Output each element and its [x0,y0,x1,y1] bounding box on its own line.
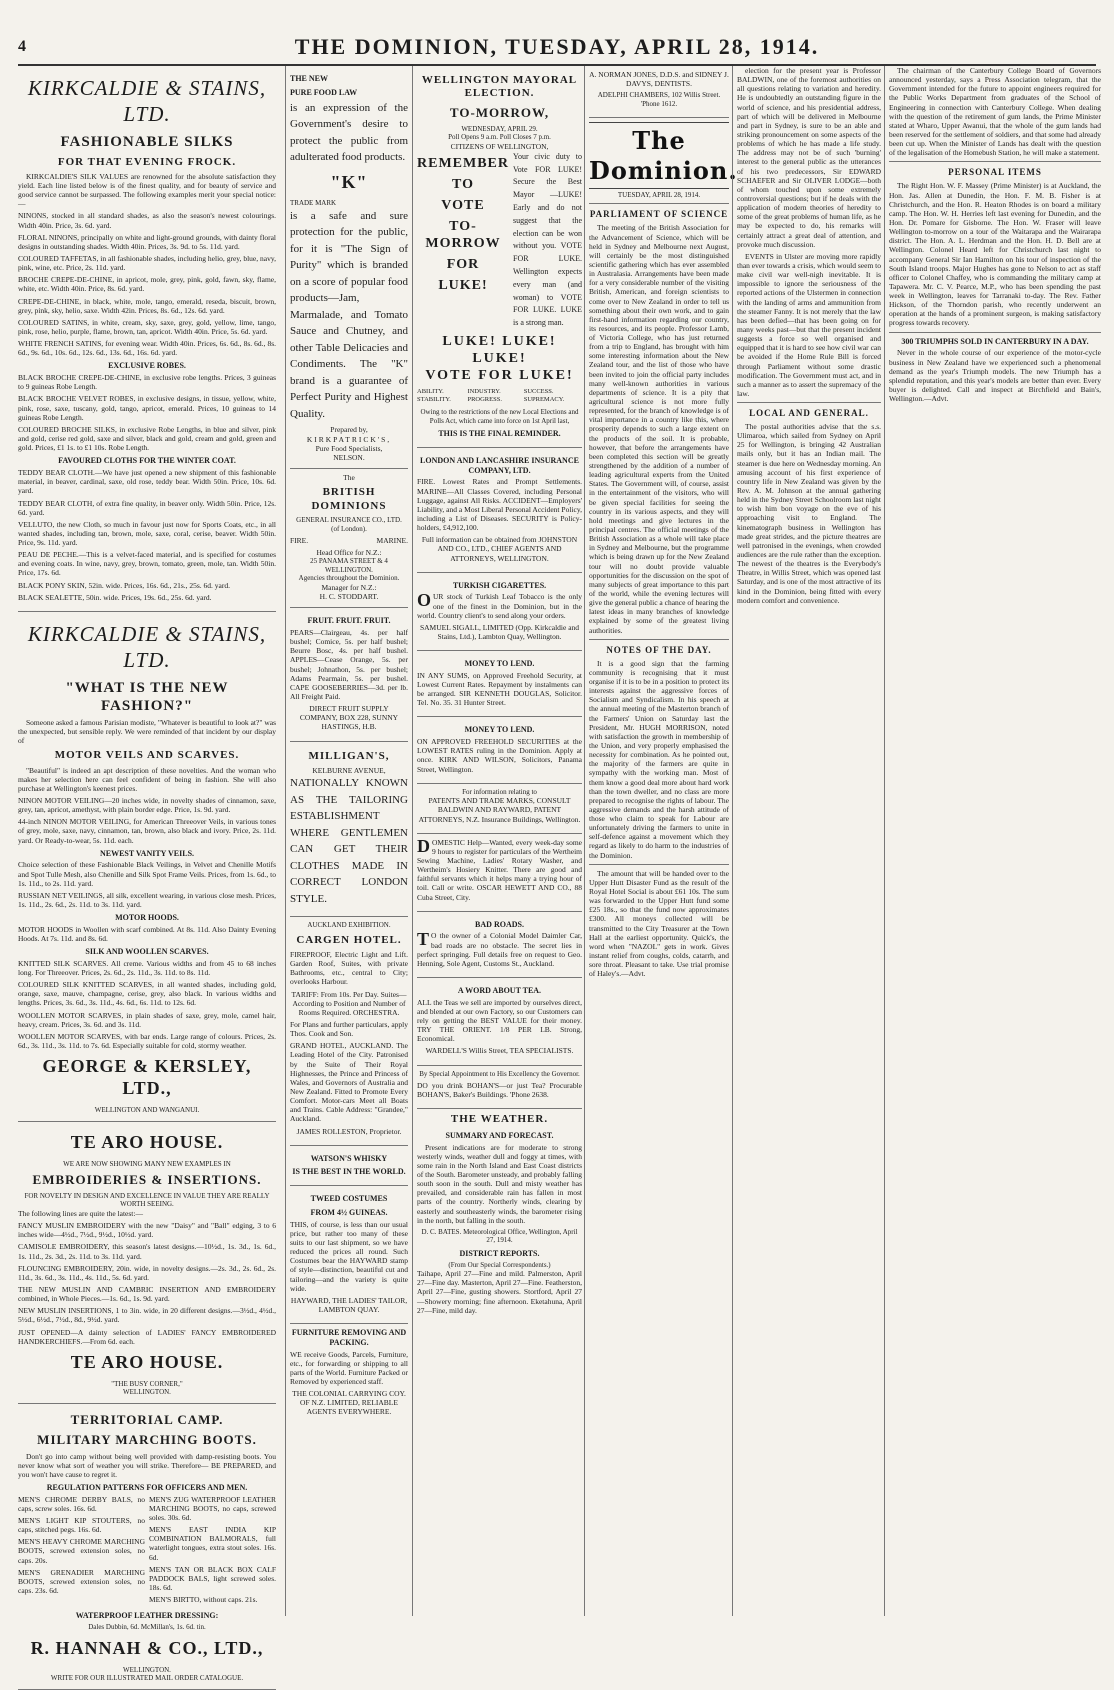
virtue: SUCCESS. SUPREMACY. [523,388,565,404]
personal-items-text: The Right Hon. W. F. Massey (Prime Minister) is at Auckland, the Hon. Jas. Allen at Dunedin, the Hon. F. M. B. Fisher is at Christchurch, and the Hon. R. Heaton Rhodes is on board a military camp. The Hon. W. H. Herries left last evening for Dunedin, and the Hon. Dr. Pomare for Gisborne. The Hon. W. Fraser will leave Wellington to-morrow on a tour of the Waitarapa and the Wairarapa district. The Hon. A. L. Herdman and the Hon. H. D. Bell are at Wellington. Colonel Heard left for Christchurch last night to accompany General Sir Ian Hamilton on his tour of inspection of the South Island troops. Major Hughes has gone to Nelson to act as staff officer to Colonel Chaffey, who is commanding the military camp at Tapawera. Mr. C. V. Pearce, M.P., who has been spending the past week in Wellington, leaves for Tarranaki to-day. The Rev. Father Hickson, of the Thorndon parish, who recently underwent an operation at the hands of a prominent surgeon, is making satisfactory progress towards recovery. [889,181,1101,328]
fruit-firm: DIRECT FRUIT SUPPLY COMPANY, BOX 228, SUNNY HASTINGS, H.B. [299,704,399,732]
weather-text: Present indications are for moderate to strong westerly winds, weather dull and foggy at times, with some rain in the North Island and East Coast districts of the South. Barometer unsteady, and probably falling south soon in the south. Dull and misty weather has prevailed, and considerable rain has fallen in most parts of the country. Northerly winds, clearing by easterly and southeasterly winds, the barometer rising in the north, but falling in the south. [417,1142,582,1225]
te-aro-location: WELLINGTON. [123,1388,171,1397]
local-general-heading: LOCAL AND GENERAL. [749,408,869,419]
silk-item: WHITE FRENCH SATINS, for evening wear. Width 40in. Prices, 6s. 6d., 8s. 6d., 8s. 6d., 9s. 6d., 10s. 6d., 12s. 6d., 13s. 6d., 16s. 6d. yard. [18,339,276,358]
local-general-text: The postal authorities advise that the s.s. Ulimaroa, which sailed from Sydney on April 25 for Wellington, is bringing 42 Australian mails only, but it has an Indian mail. The steamer is due here on Wednesday morning. An amusing account of his first experience of country life in New Zealand was given by the Rev. A. M. Johnson at the annual gathering held in the Sydney Street Schoolroom last night to wish him bon voyage on the eve of his approaching visit to England. The kinematograph business in Wellington has made great strides, and the picture theatres are well patronised in the evenings, when crowded audiences are the rule rather than the exception. The newest of the theatres is the Everybody's Theatre, in Willis Street, which was opened last Saturday, and is one of the most attractive of its kind in the Dominion, being fitted with every modern comfort and convenience. [737,422,881,605]
domestic-text: DOMESTIC Help—Wanted, every week-day some 9 hours to register for particulars of the Wertheim Sewing Machine, Ladies' Rotary Washer, and Wertheim's Hosiery Knitter. There are good and faithful servants which it helps many a trying hour of toil. Call or write. OSCAR HEWETT AND CO., 88 Cuba Street, City. [417,835,582,902]
bd-agencies: Agencies throughout the Dominion. [298,574,400,583]
milligan-heading: MILLIGAN'S, [308,749,390,762]
ll-text: FIRE. Lowest Rates and Prompt Settlements. MARINE—All Classes Covered, including Personal Luggage, against All Risks. ACCIDENT—Employers' Liability, and a Most Liberal Personal Accident Policy, including a List of Diseases. SECURITY is Policy-holders, £4,912,100. [417,477,582,533]
veil-item: NINON MOTOR VEILING—20 inches wide, in novelty shades of cinnamon, saxe, grey, tan, apricot, amethyst, with plain border edge. Price, 1s. 9d. yard. [18,795,276,815]
boot-item: MEN'S TAN OR BLACK BOX CALF PADDOCK BALS, light screwed soles. 18s. 6d. [149,1564,276,1593]
virtue: ABILITY. STABILITY. [417,388,451,404]
masthead [18,34,1096,66]
ll-heading: LONDON AND LANCASHIRE INSURANCE COMPANY, LTD. [420,455,579,475]
kirkpatrick-desc: Pure Food Specialists, [315,443,383,453]
watson-sub: IS THE BEST IN THE WORLD. [292,1167,406,1177]
fashionable-silks-heading: FASHIONABLE SILKS [60,134,234,151]
silk-item: COLOURED SATINS, in white, cream, sky, saxe, grey, gold, yellow, lime, tango, pink, rose, helio, purple, flame, brown, tan, apricot. Width 40in. Price, 5s. 6d. yard. [18,317,276,337]
triumphs-text: Never in the whole course of our experience of the motor-cycle business in New Zealand have we experienced such a phenomenal demand as the year's Triumph models. The new Triumph has a splendid reputation, and this year's models are better than ever. Every buyer is delighted. Call and inspect at Birchfield and Bain's, Wellington.—Advt. [889,348,1101,404]
editorial-text: The meeting of the British Association for the Advancement of Science, which will be held in Sydney and Melbourne next August, will certainly be the most distinguished scientific gathering which has ever assembled in Australasia. Arrangements have been made for a very considerable number of the visiting British, American, and foreign scientists to come over to New Zealand in order to tell us something about their own work, and to gain first-hand information regarding our country, its resources, and its people. Professor Lamb, of Victoria College, who has just returned from a trip to England, has brought with him some interesting information about the New Zealand tour, and the list of those who have been invited to join the official party includes many well-known authorities in various departments of science. It is a pity that agricultural science is not more fully represented, for the branch of knowledge is of vital importance in a country like this, where prosperity depends to such a large extent on the products of the soil. It is probable, however, that before the arrangements have been completed this section will be greatly strengthened by the addition of a number of leading agricultural experts from the United States. The Government will, of course, assist in the entertainment of the visitors, who will be given special facilities for seeing the country in its various aspects, and they will hold meetings and give lectures in the principal centres. The official meetings of the British Association as a whole will take place in Sydney and Melbourne, but the programme which is being drawn up for the New Zealand tour will no doubt provide valuable opportunities for the discussion on the spot of many subjects of great importance to this part of the world, while the evening lectures will give the general public a chance of hearing the latest ideas in many branches of knowledge explained by some of the greatest living authorities. [589,223,729,635]
veil-item: 44-inch NINON MOTOR VEILING, for American Threeover Veils, in various tones of grey, mole, saxe, navy, cinnamon, tan, brown, also black and ivory. Price, 2s. 11d. yard. Or Ready-to-wear, 5s. 11d. each. [18,817,276,845]
dentists-address: ADELPHI CHAMBERS, 102 Willis Street. 'Phone 1612. [597,91,721,108]
bd-heading: BRITISH DOMINIONS [311,486,387,512]
boot-item: MEN'S BIRTTO, without caps. 21s. [149,1595,258,1605]
tea-ad [417,978,582,1066]
dominion-date: TUESDAY, APRIL 28, 1914. [617,190,701,199]
mayoral-tomorrow: TO-MORROW, [449,104,550,120]
camp-text: Don't go into camp without being well provided with damp-resisting boots. You never know what sort of weather you will strike. Therefore— BE PREPARED, and you won't have cause to regret it. [18,1451,276,1479]
bd-manager-label: Manager for N.Z.: [321,582,377,592]
embroidery-item: JUST OPENED—A dainty selection of LADIES' FANCY EMBROIDERED HANDKERCHIEFS.—From 6d. each. [18,1327,276,1346]
boot-item: MEN'S LIGHT KIP STOUTERS, no caps, stitched pegs. 16s. 6d. [18,1516,145,1535]
bd-marine: MARINE. [376,536,408,546]
hannah-location: WELLINGTON. [123,1665,171,1674]
remember-word: REMEMBER [417,155,509,171]
hannah-name: R. HANNAH & CO., LTD., [30,1637,264,1658]
luke-slogan: LUKE! LUKE! LUKE! [442,334,557,367]
embroidery-item: NEW MUSLIN INSERTIONS, 1 to 3in. wide, in 20 different designs.—3½d., 4½d., 5½d., 6½d., 7½d., 8d., 9½d. yard. [18,1306,276,1325]
cargen-text: FIREPROOF, Electric Light and Lift. Garden Roof, Suites, with private Bathrooms, etc., central to City; overlooks Harbour. [290,950,408,987]
kirkcaldie-silks-ad [18,66,276,612]
vanity-veils-heading: NEWEST VANITY VEILS. [99,848,195,858]
triumphs-heading: 300 TRIUMPHS SOLD IN CANTERBURY IN A DAY. [901,336,1089,346]
column-6 [884,66,1101,1616]
mayoral-date: WEDNESDAY, APRIL 29. [461,124,538,133]
lend-text: IN ANY SUMS, on Approved Freehold Security, at Lowest Current Rates. Repayment by instalments can be arranged. SIR KENNETH DOUGLAS, Solicitor. Tel. No. 35. 31 Hunter Street. [417,670,582,708]
tea-heading: A WORD ABOUT TEA. [457,986,542,996]
cloth-item: PEAU DE PECHE.—This is a velvet-faced material, and is specified for costumes and evening coats. In wine, navy, grey, brown, tomato, green, mole, tan. Width 50in. Price, 17s. 6d. [18,550,276,578]
dominion-flag: The Dominion. [589,122,729,189]
bad-roads-ad [417,912,582,978]
lend-heading: MONEY TO LEND. [464,725,535,735]
vanity-veil-item: RUSSIAN NET VEILINGS, all silk, excellent wearing, in various close mesh. Prices, 1s. 11d., 2s. 6d., 2s. 11d. to 3s. 11d. yard. [18,890,277,909]
editorial-heading: PARLIAMENT OF SCIENCE [589,209,729,220]
embroideries-heading: EMBROIDERIES & INSERTIONS. [32,1172,262,1188]
canterbury-text: The chairman of the Canterbury College Board of Governors announced yesterday, says a Press Association telegram, that the Government intended for the future to appoint engineers required for the Public Works Department from graduates of the School of Engineering in connection with Canterbury College. When dealing with the question of the retirement of gum lands, the Prime Minister stated at Wharo, Upper Awanui, that the whole of the gum lands had been reserved for the settlement of soldiers, and that some had already been cut up. When the Minister of Lands has dealt with the question of the legalisation of the Homebush Station, he will make a statement. [889,66,1101,158]
embroidery-item: THE NEW MUSLIN AND CAMBRIC INSERTION AND EMBROIDERY combined, in Whole Pieces.—1s. 6d., 1s. 9d. yard. [18,1285,276,1304]
grand-hotel-proprietor: JAMES ROLLESTON, Proprietor. [296,1126,402,1136]
cloth-item: TEDDY BEAR CLOTH, of extra fine quality, in beaver only. Width 50in. Price, 12s. 6d. yard. [18,498,276,517]
mayoral-heading: WELLINGTON MAYORAL ELECTION. [421,74,578,100]
mayoral-poll: Poll Opens 9 a.m. Poll Closes 7 p.m. [448,133,551,142]
kirkpatrick-name: KIRKPATRICK'S, [306,434,392,444]
k-brand-text: is a safe and sure protection for the public, for it is "The Sign of Purity" which is branded on a score of popular food products—Jam, Marmalade, and Tomato Sauce and Chutney, and other Table Delicacies and Condiments. The "K" brand is a guarantee of Perfect Purity and Highest Quality. [290,209,408,420]
scarves-heading: SILK AND WOOLLEN SCARVES. [85,947,209,957]
vote-for-luke: VOTE FOR LUKE! [425,368,574,384]
tweed-costumes-ad [290,1186,408,1324]
remember-word: TO [452,176,474,192]
te-aro-embroideries-ad [18,1122,276,1404]
district-reports-heading: DISTRICT REPORTS. [459,1248,540,1258]
notes-text: It is a good sign that the farming community is recognising that it must organise if it is to be in a position to protect its interests against the aggressive forces of Socialism and Syndicalism. In his speech at the annual meeting of the Masterton branch of the Farmers' Union on Saturday last the President, Mr. HUGH MORRISON, noted with satisfaction the growth in membership of the Union, and very properly emphasised the necessity for combination. As he pointed out, the majority of the farmers are quite in sympathy with the working man. Most of them know a good deal more about hard work than the town dweller, and no class are more prepared to recognise the rights of labour. The aggressive demands and the harsh attitude of those who claim to speak for Labour are unfortunately driving the farmers to unite in self-defence against a movement which they regard as likely to do harm to the industries of the Dominion. [589,658,729,860]
tweed-firm: HAYWARD, THE LADIES' TAILOR, LAMBTON QUAY. [290,1295,408,1314]
lend-heading: MONEY TO LEND. [464,659,535,669]
grand-hotel-text: GRAND HOTEL, AUCKLAND. The Leading Hotel of the City. Patronised by the Suite of Their Royal Highnesses, the Prince and Princess of Wales, and Governors of Australia and New Zealand. Fitted to Promote Every Comfort. Motor-cars Meet all Boats and Trains. Cable Address: "Grandee," Auckland. [290,1041,408,1124]
pure-food-heading: THE NEW [290,74,329,83]
bohan-ad [417,1066,582,1110]
pure-food-text: is an expression of the Government's desire to protect the public from adulterated food products. [290,101,408,163]
silk-item: CREPE-DE-CHINE, in black, white, mole, tango, emerald, reseda, biscuit, brown, grey, pink, sky, helio, saxe. Width 42in. Prices, 8s. 6d., 12s. 6d. yard. [18,296,276,315]
mayoral-election-ad [417,66,582,448]
luke-virtues [417,388,582,404]
boot-list-right [149,1495,276,1608]
notes-heading: NOTES OF THE DAY. [606,644,712,655]
kirkcaldie-firm-name: KIRKCALDIE & STAINS, LTD. [27,76,267,126]
column-4 [584,66,738,1616]
remember-word: VOTE [441,198,485,214]
scarf-item: WOOLLEN MOTOR SCARVES, in plain shades of saxe, grey, mole, camel hair, heavy, cream. Prices, 3s. 6d. and 3s. 11d. [18,1010,276,1029]
boot-item: MEN'S GRENADIER MARCHING BOOTS, screwed extension soles, no caps. 23s. 6d. [18,1567,145,1596]
cargen-heading: CARGEN HOTEL. [296,933,402,946]
vanity-veil-item: Choice selection of these Fashionable Black Veilings, in Velvet and Chenille Motifs and Spot Tulle Mesh, also Chenille and Silk Spot Frame Veils. Prices, from 1s. 6d., to 1s. 11d., to 2s. 11d. yard. [18,860,276,888]
remember-word: TO-MORROW [425,219,501,252]
cloth-item: BLACK PONY SKIN, 52in. wide. Prices, 16s. 6d., 21s., 25s. 6d. yard. [18,580,231,590]
tea-text: ALL the Teas we sell are imported by ourselves direct, and blended at our own Factory, so our Customers can rely on getting the BEST VALUE for their money. TRY THE ORIENT. 1/8 PER LB. Strong, Economical. [417,997,582,1044]
furniture-heading: FURNITURE REMOVING AND PACKING. [291,1328,407,1347]
british-dominions-ad [290,469,408,608]
new-fashion-heading: "WHAT IS THE NEW FASHION?" [65,680,229,715]
patents-ad [417,784,582,834]
embroidery-item: CAMISOLE EMBROIDERY, this season's latest designs.—10½d., 1s. 3d., 1s. 6d., 1s. 11d., 2s. 3d., 2s. 11d. to 3s. 11d. yard. [18,1242,276,1261]
bd-subheading: GENERAL INSURANCE CO., LTD. [296,516,402,524]
scarf-item: WOOLLEN MOTOR SCARVES, with bar ends. Large range of colours. Prices, 2s. 6d., 3s. 11d., 3s. 11d. to 7s. 6d. Especially suitable for cold, stormy weather. [18,1031,276,1051]
boot-item: MEN'S ZUG WATERPROOF LEATHER MARCHING BOOTS, no caps, screwed soles. 30s. 6d. [149,1494,276,1523]
boot-item: MEN'S HEAVY CHROME MARCHING BOOTS, screwed extension soles, no caps. 20s. [18,1537,145,1565]
hannah-catalogue: WRITE FOR OUR ILLUSTRATED MAIL ORDER CATALOGUE. [50,1674,244,1683]
tweed-sub: FROM 4½ GUINEAS. [310,1207,388,1217]
fashion-intro: Someone asked a famous Parisian modiste, "Whatever is beautiful to look at?" was the unexpected, but sensible reply. We were reminded of that incident by our display of [18,717,276,745]
fruit-heading: FRUIT. FRUIT. FRUIT. [307,616,391,626]
busy-corner: "THE BUSY CORNER," [111,1379,183,1388]
luke-reasons [513,151,582,333]
robe-item: COLOURED BROCHE SILKS, in exclusive Robe Lengths, in blue and silver, pink and gold, cerise red gold, saxe and silver, black and gold, cream and gold, green and gold. Prices, £1 1s. to £1 10s. Robe Length. [18,424,276,453]
district-reports-sub: (From Our Special Correspondents.) [448,1260,551,1269]
silk-item: FLORAL NINONS, principally on white and light-ground grounds, with dainty floral designs in outstanding shades. Width 40in. Prices, 3s. 9d. to 5s. 11d. yard. [18,232,276,251]
embroideries-sub: FOR NOVELTY IN DESIGN AND EXCELLENCE IN VALUE THEY ARE REALLY WORTH SEEING. [24,1191,270,1209]
scarf-item: COLOURED SILK KNITTED SCARVES, in all wanted shades, including gold, orange, saxe, mauve, champagne, cerise, grey, also black. In various widths and lengths. Prices, 3s. 6d., 3s. 11d., 4s. 6d., 6s. 11d. to 12s. 6d. [18,980,276,1008]
weather-subheading: SUMMARY AND FORECAST. [445,1130,554,1140]
embroidery-item: FLOUNCING EMBROIDERY, 20in. wide, in novelty designs.—2s. 3d., 2s. 6d., 2s. 11d., 3s. 6d., 3s. 11d., 4s. 11d., 5s. 6d. yard. [18,1263,276,1282]
milligan-text: NATIONALLY KNOWN AS THE TAILORING ESTABLISHMENT WHERE GENTLEMEN CAN GET THEIR CLOTHES MADE IN CORRECT LONDON STYLE. [290,777,408,905]
cargen-plans: For Plans and further particulars, apply Thos. Cook and Son. [290,1019,408,1039]
ll-info: Full information can be obtained from JOHNSTON AND CO., LTD., CHIEF AGENTS AND ATTORNEYS, WELLINGTON. [421,535,578,563]
waterproof-dressing-text: Dales Dubbin, 6d. McMillan's, 1s. 6d. tin. [88,1623,206,1632]
robe-item: BLACK BROCHE CREPE-DE-CHINE, in exclusive robe lengths. Prices, 3 guineas to 9 guineas Robe Length. [18,373,276,392]
remember-word: LUKE! [438,278,488,294]
money-to-lend-ad [417,651,582,717]
motor-veils-text: "Beautiful" is indeed an apt description of these novelties. And the woman who makes her selection here can feel confident of being in fashion. She will also purchase at Wellington's keenest prices. [18,765,276,793]
evening-frock-subheading: FOR THAT EVENING FROCK. [57,155,237,168]
regulation-patterns-heading: REGULATION PATTERNS FOR OFFICERS AND MEN. [46,1483,248,1492]
marching-boots-heading: MILITARY MARCHING BOOTS. [37,1431,257,1447]
kirkpatrick-ad [290,66,408,469]
exclusive-robes-heading: EXCLUSIVE ROBES. [108,361,186,371]
silks-intro: KIRKCALDIE'S SILK VALUES are renowned for the absolute satisfaction they yield. Each line listed below is of the finest quality, and for beauty of service and good service cannot be surpassed. The following examples merit your special notice:— [18,171,276,209]
robe-item: BLACK BROCHE VELVET ROBES, in exclusive designs, in tissue, yellow, white, pink, rose, saxe, tuscany, gold, tango, apricot, emerald. Prices, 10 guineas to 14 guineas Robe Length. [18,394,276,422]
tweed-heading: TWEED COSTUMES [310,1194,388,1204]
embroidery-item: FANCY MUSLIN EMBROIDERY with the new "Daisy" and "Ball" edging, 3 to 6 inches wide—4½d., 7½d., 9½d., 10½d. yard. [18,1221,276,1240]
ulster-text: EVENTS in Ulster are moving more rapidly than ever towards a crisis, which would seem to make civil war well-nigh inevitable. It is impossible to ignore the seriousness of the reported actions of the Ulstermen in connection with the landing of arms and ammunition from the steamer Fanny. It is not merely that the law has been defied—that has been going on for many weeks past—but that the present incident suggests a force so well organised and equipped that it is hard to see how civil war can be avoided if the Home Rule Bill is forced through Parliament without some drastic modification. The Government must act, and in such a manner as to assert the supremacy of the law. [737,251,881,398]
boot-list-left [18,1495,145,1608]
cloth-item: TEDDY BEAR CLOTH.—We have just opened a new shipment of this fashionable material, in beaver, cardinal, saxe, old rose, teddy bear. Width 50in. Price, 10s. 6d. yard. [18,468,276,496]
bd-london: (of London). [331,524,367,533]
district-reports-text: Taihape, April 27—Fine and mild. Palmerston, April 27—Fine day. Masterton, April 27—Fine. Featherston, April 27—Fine, gusting showers. Stortford, April 27—Showery morning; fine afternoon. Eketahuna, April 27—Fine, mild day. [417,1269,582,1315]
cargen-tariff: TARIFF: From 10s. Per Day. Suites—According to Position and Number of Rooms Required. ORCHESTRA. [291,989,407,1017]
motor-hoods-text: MOTOR HOODS in Woollen with scarf combined. At 8s. 11d. Also Dainty Evening Hoods. At 7s. 11d. and 8s. 6d. [18,924,276,944]
column-3 [412,66,582,1616]
kirkcaldie-firm-name: KIRKCALDIE & STAINS, LTD. [27,621,267,672]
tea-firm: WARDELL'S Willis Street, TEA SPECIALISTS. [425,1046,574,1056]
motor-veils-heading: MOTOR VEILS AND SCARVES. [54,749,240,762]
te-aro-house-name: TE ARO HOUSE. [70,1351,224,1372]
boot-list [18,1495,276,1608]
cloth-item: BLACK SEALETTE, 50in. wide. Prices, 19s. 6d., 25s. 6d. yard. [18,592,212,602]
tweed-text: THIS, of course, is less than our usual price, but rather too many of these suits to our last shipment, so we have reduced the prices all round. Such Costumes bear the HAYWARD stamp of style—distinction, beautiful cut and tailoring—and the variety is quite wide. [290,1219,408,1293]
personal-items-heading: PERSONAL ITEMS [948,167,1042,178]
fruit-text: PEARS—Clairgeau, 4s. per half bushel; Comice, 5s. per half bushel; Beurre Bosc, 4s. per half bushel. APPLES—Cease Orange, 5s. per bushel; Johnathon, 5s. per bushel; Adams Pearmain, 5s. per bushel. CAPE GOOSEBERRIES—3d. per lb. All Freight Paid. [290,627,408,701]
final-reminder: THIS IS THE FINAL REMINDER. [438,429,561,439]
scarf-item: KNITTED SILK SCARVES. All creme. Various widths and from 45 to 68 inches long. For Threeover. Prices, 2s. 6d., 2s. 11d., 3s. 11d. to 8s. 11d. [18,958,276,978]
trade-mark-label: TRADE MARK [290,199,337,208]
motor-hoods-heading: MOTOR HOODS. [115,913,179,923]
turkish-text: OUR stock of Turkish Leaf Tobacco is the only one of the finest in the Dominion, but in the world. Country client's to send along your orders. [417,590,582,620]
column-1 [18,66,277,1683]
furniture-ad [290,1328,408,1416]
upper-hutt-fund-text: The amount that will be handed over to the Upper Hutt Disaster Fund as the result of the Royal Hotel Social is about £61 10s. The sum was forwarded to the Upper Hutt fund some £25 18s., so that the fund now approximates £300. All moneys collected will be transmitted to the City Treasurer at the Town Hall at the earliest opportunity. Quick's, the word when "NAZOL" gets in work. Gives instant relief from coughs, colds, catarrh, and sore throat. Pleasant to take. Use trial promise of Haley's.—Advt. [589,868,729,979]
remember-word: FOR [446,257,480,273]
dentists-names: A. NORMAN JONES, D.D.S. and SIDNEY J. DAVYS, DENTISTS. [589,70,729,89]
london-lancashire-ad [417,448,582,573]
prepared-by: Prepared by, [330,425,368,435]
territorial-camp-heading: TERRITORIAL CAMP. [70,1411,224,1427]
bad-roads-text: TO the owner of a Colonial Model Daimler Car, bad roads are no obstacle. The secret lies in perfect springing. Full details free on request to Geo. Henning, Sole Agent, Customs St., Auckland. [417,929,582,968]
bd-fire: FIRE. [290,536,309,546]
weather-signature: D. C. BATES. Meteorological Office, Wellington, April 27, 1914. [421,1227,578,1245]
bad-roads-heading: BAD ROADS. [475,919,524,929]
luke-reasons-text: Your civic duty to Vote FOR LUKE! Secure the Best Mayor —LUKE! Early and do not suggest that the election can be won without you. VOTE FOR LUKE. Wellington expects every man (and woman) to VOTE FOR LUKE. LUKE is a strong man. [513,151,582,328]
kirkcaldie-fashion-ad [18,612,276,1122]
george-kersley-name: GEORGE & KERSLEY, LTD., [42,1056,252,1099]
bohan-pre: By Special Appointment to His Excellency the Governor. [419,1069,580,1078]
turkish-cigarettes-ad [417,573,582,651]
newspaper-title: THE DOMINION, TUESDAY, APRIL 28, 1914. [294,34,820,59]
furniture-firm: THE COLONIAL CARRYING COY. OF N.Z. LIMITED, RELIABLE AGENTS EVERYWHERE. [292,1389,406,1417]
turkish-firm: SAMUEL SIGALL, LIMITED (Opp. Kirkcaldie and Stains, Ltd.), Lambton Quay, Wellington. [419,622,580,641]
silk-item: BROCHE CREPE-DE-CHINE, in apricot, mole, grey, pink, gold, fawn, sky, flame, white, etc. Width 40in. Price, 8s. 6d. yard. [18,275,276,294]
virtue: INDUSTRY. PROGRESS. [467,388,502,404]
bd-manager-name: H. C. STODDART. [319,592,379,602]
money-to-lend-ad-2 [417,717,582,783]
president-text: election for the present year is Professor BALDWIN, one of the foremost authorities on all questions relating to variation and heredity. He is undoubtedly an outstanding figure in the world of science, and his presidential address, part of which will be delivered in Melbourne and part in Sydney, is sure to be an able and striking pronouncement on some aspects of the problems of which he has made a life study. The address may not be of such 'burning' interest to the general public as the utterances of his two predecessors, Sir EDWARD SCHAEFER and Sir OLIVER LODGE—both of whom touched upon some extremely controversial questions; but if he deals with the application of modern theories of heredity to some of the great problems of human life, as he may be expected to do, his remarks will certainly attract a great deal of attention, and provoke much discussion. [737,66,881,249]
silk-item: NINONS, stocked in all standard shades, as also the season's newest colourings. Width 40in. Price, 3s. 6d. yard. [18,211,276,230]
k-brand: "K" [330,171,368,192]
milligan-address: KELBURNE AVENUE, [312,765,386,775]
page-number: 4 [18,38,26,55]
watson-whisky-ad [290,1146,408,1187]
embroideries-intro: WE ARE NOW SHOWING MANY NEW EXAMPLES IN [63,1159,231,1168]
boot-item: MEN'S CHROME DERBY BALS, no caps, screw soles. 16s. 6d. [18,1494,145,1513]
george-kersley-location: WELLINGTON AND WANGANUI. [94,1106,200,1115]
cargen-pre: AUCKLAND EXHIBITION. [307,921,391,930]
patents-pre: For information relating to [462,787,537,796]
lend-text: ON APPROVED FREEHOLD SECURITIES at the LOWEST RATES ruling in the Dominion. Apply at once. KIRK AND WILSON, Solicitors, Panama Street, Wellington. [417,737,582,774]
milligan-ad [290,742,408,918]
weather-heading: THE WEATHER. [450,1113,549,1126]
mayoral-owing: Owing to the restrictions of the new Local Elections and Polls Act, which came into force on 1st April last, [420,408,579,425]
waterproof-dressing: WATERPROOF LEATHER DRESSING: [75,1611,219,1621]
weather-section [417,1113,582,1314]
dentists-ad [589,66,729,118]
winter-coat-heading: FAVOURED CLOTHS FOR THE WINTER COAT. [58,456,236,466]
bd-address: 25 PANAMA STREET & 4 WELLINGTON. [310,557,388,574]
te-aro-house-name: TE ARO HOUSE. [70,1131,224,1152]
bd-the: The [343,473,355,483]
remember-block [417,151,509,333]
fruit-ad [290,608,408,741]
cargen-hotel-ad [290,917,408,1146]
watson-heading: WATSON'S WHISKY [310,1153,388,1163]
bd-office: Head Office for N.Z.: [316,548,382,558]
column-5 [732,66,881,1616]
column-2 [285,66,408,1616]
silk-item: COLOURED TAFFETAS, in all fashionable shades, including helio, grey, blue, navy, pink, wine, etc. Price, 2s. 11d. yard. [18,254,276,273]
domestic-help-ad [417,834,582,912]
territorial-camp-ad [18,1404,276,1690]
turkish-heading: TURKISH CIGARETTES. [452,580,547,590]
embroideries-lead: The following lines are quite the latest:— [18,1209,143,1219]
furniture-text: WE receive Goods, Parcels, Furniture, etc., for forwarding or shipping to all parts of the World. Furniture Packed or Removed by experienced staff. [290,1349,408,1386]
patents-text: PATENTS AND TRADE MARKS, CONSULT BALDWIN AND RAYWARD, PATENT ATTORNEYS, N.Z. Insurance Buildings, Wellington. [418,796,581,824]
mayoral-citizens: CITIZENS OF WELLINGTON, [450,141,549,151]
cloth-item: VELLUTO, the new Cloth, so much in favour just now for Sports Coats, etc., in all wanted shades, including tan, brown, mole, saxe, coral, cerise, beaver. Width 50in. Price, 9s. 11d. yard. [18,519,276,548]
boot-item: MEN'S EAST INDIA KIP COMBINATION BALMORALS, full waterlight tongues, extra stout soles. 16s. 6d. [149,1525,276,1562]
kirkpatrick-location: NELSON. [333,452,365,462]
bohan-text: DO you drink BOHAN'S—or just Tea? Procurable BOHAN'S, Baker's Buildings. 'Phone 2638. [417,1081,582,1100]
mayoral-body [417,151,582,333]
pure-food-law: PURE FOOD LAW [290,87,358,97]
